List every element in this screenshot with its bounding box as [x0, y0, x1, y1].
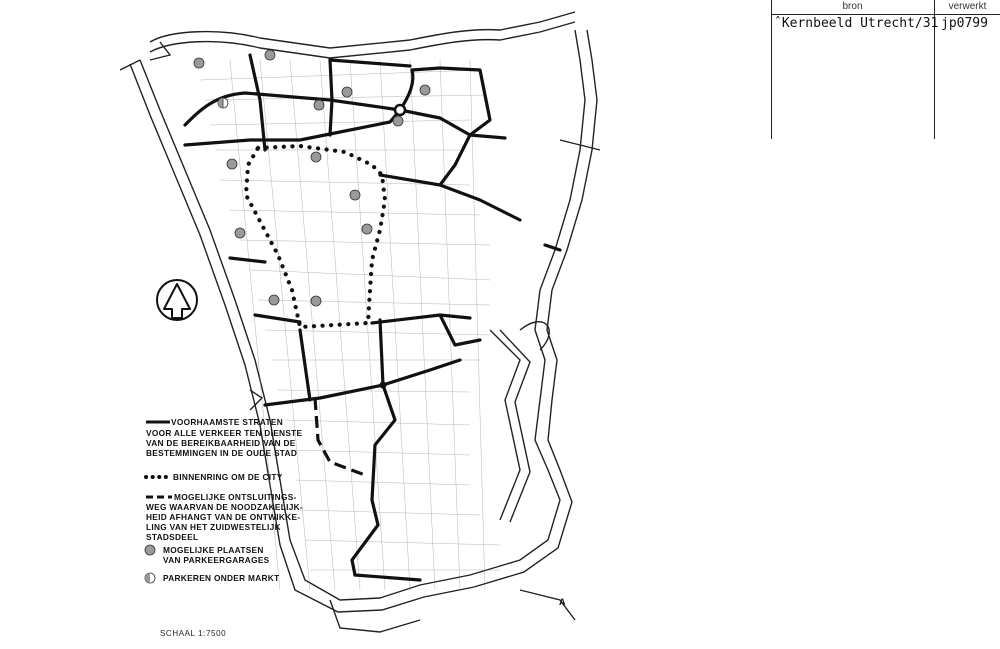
legend-main-streets-line2: VOOR ALLE VERKEER TEN DIENSTE	[146, 428, 303, 438]
legend-garages-line1: MOGELIJKE PLAATSEN	[163, 545, 264, 555]
possible-connecting-road	[315, 398, 365, 475]
legend-garages-line2: VAN PARKEERGARAGES	[163, 555, 270, 565]
card-header-rule	[771, 14, 1000, 15]
legend-inner-ring-label: BINNENRING OM DE CITY	[173, 472, 283, 482]
source-header: bron	[842, 1, 863, 12]
scale-label: SCHAAL 1:7500	[160, 629, 227, 638]
legend-garage-symbol	[145, 545, 155, 555]
north-arrow-icon	[157, 280, 197, 320]
junction-marker	[380, 382, 387, 389]
catalogue-card	[771, 0, 1000, 139]
legend-main-streets-line4: BESTEMMINGEN IN DE OUDE STAD	[146, 448, 298, 458]
source-value: ˆKernbeeld Utrecht/31	[774, 16, 939, 31]
card-left-rule	[771, 0, 772, 139]
processed-header: verwerkt	[948, 1, 987, 12]
legend-road-line3: HEID AFHANGT VAN DE ONTWIKKE-	[146, 512, 301, 522]
sheet-letter: A	[559, 597, 566, 607]
legend-main-streets-line3: VAN DE BEREIKBAARHEID VAN DE	[146, 438, 296, 448]
legend-road-line5: STADSDEEL	[146, 532, 199, 542]
processed-value: jp0799	[941, 16, 988, 31]
legend-main-streets-line1: VOORHAAMSTE STRATEN	[171, 417, 284, 427]
market-parking	[218, 98, 228, 108]
legend-market-label: PARKEREN ONDER MARKT	[163, 573, 280, 583]
roundabout-marker	[395, 105, 405, 115]
legend-road-line4: LING VAN HET ZUIDWESTELIJK	[146, 522, 281, 532]
legend-road-line2: WEG WAARVAN DE NOODZAKELIJK-	[146, 502, 303, 512]
legend-road-line1: MOGELIJKE ONTSLUITINGS-	[174, 492, 297, 502]
